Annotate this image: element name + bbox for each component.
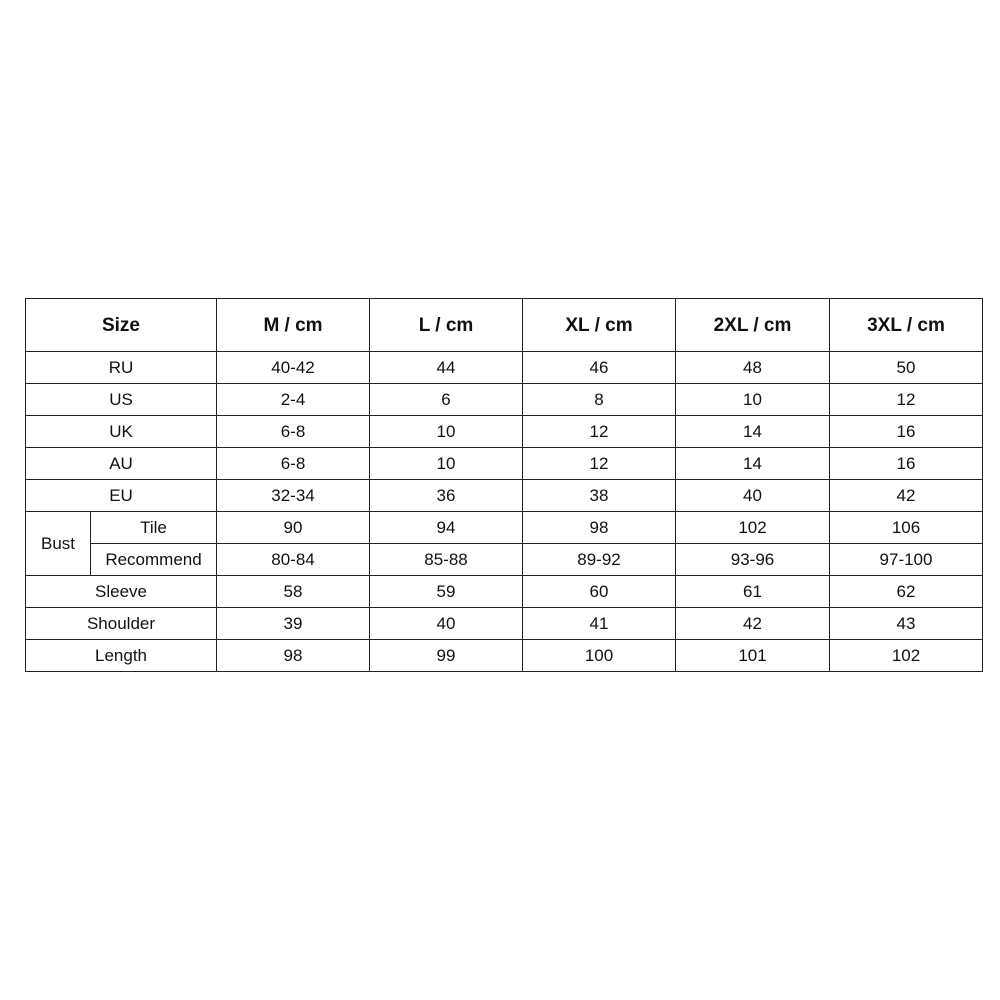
row-label: AU xyxy=(26,448,217,480)
row-us xyxy=(26,384,983,416)
cell: 102 xyxy=(830,640,983,672)
cell: 32-34 xyxy=(217,480,370,512)
row-label: EU xyxy=(26,480,217,512)
cell: 10 xyxy=(676,384,830,416)
cell: 8 xyxy=(523,384,676,416)
cell: 100 xyxy=(523,640,676,672)
header-row xyxy=(26,299,983,352)
row-sublabel: Tile xyxy=(91,512,217,544)
cell: 14 xyxy=(676,448,830,480)
cell: 59 xyxy=(370,576,523,608)
cell: 90 xyxy=(217,512,370,544)
cell: 42 xyxy=(830,480,983,512)
row-au xyxy=(26,448,983,480)
bust-label: Bust xyxy=(26,512,91,576)
row-label: Shoulder xyxy=(26,608,217,640)
row-ru xyxy=(26,352,983,384)
header-2xl: 2XL / cm xyxy=(676,299,830,352)
row-label: Length xyxy=(26,640,217,672)
cell: 6-8 xyxy=(217,448,370,480)
cell: 12 xyxy=(523,448,676,480)
cell: 44 xyxy=(370,352,523,384)
row-label: UK xyxy=(26,416,217,448)
cell: 14 xyxy=(676,416,830,448)
cell: 6-8 xyxy=(217,416,370,448)
row-label: US xyxy=(26,384,217,416)
cell: 60 xyxy=(523,576,676,608)
cell: 58 xyxy=(217,576,370,608)
row-uk xyxy=(26,416,983,448)
row-sleeve xyxy=(26,576,983,608)
row-shoulder xyxy=(26,608,983,640)
header-3xl: 3XL / cm xyxy=(830,299,983,352)
cell: 43 xyxy=(830,608,983,640)
cell: 16 xyxy=(830,448,983,480)
cell: 12 xyxy=(830,384,983,416)
cell: 10 xyxy=(370,416,523,448)
cell: 41 xyxy=(523,608,676,640)
cell: 6 xyxy=(370,384,523,416)
cell: 10 xyxy=(370,448,523,480)
row-eu xyxy=(26,480,983,512)
header-m: M / cm xyxy=(217,299,370,352)
cell: 40 xyxy=(370,608,523,640)
header-size: Size xyxy=(26,299,217,352)
cell: 50 xyxy=(830,352,983,384)
row-bust-recommend xyxy=(26,544,983,576)
cell: 42 xyxy=(676,608,830,640)
cell: 85-88 xyxy=(370,544,523,576)
cell: 97-100 xyxy=(830,544,983,576)
row-label: RU xyxy=(26,352,217,384)
header-l: L / cm xyxy=(370,299,523,352)
cell: 89-92 xyxy=(523,544,676,576)
cell: 40 xyxy=(676,480,830,512)
cell: 16 xyxy=(830,416,983,448)
cell: 93-96 xyxy=(676,544,830,576)
cell: 98 xyxy=(217,640,370,672)
header-xl: XL / cm xyxy=(523,299,676,352)
cell: 12 xyxy=(523,416,676,448)
cell: 98 xyxy=(523,512,676,544)
cell: 62 xyxy=(830,576,983,608)
cell: 36 xyxy=(370,480,523,512)
row-sublabel: Recommend xyxy=(91,544,217,576)
size-chart-table xyxy=(25,298,983,672)
cell: 106 xyxy=(830,512,983,544)
cell: 48 xyxy=(676,352,830,384)
cell: 46 xyxy=(523,352,676,384)
cell: 39 xyxy=(217,608,370,640)
cell: 99 xyxy=(370,640,523,672)
cell: 102 xyxy=(676,512,830,544)
row-label: Sleeve xyxy=(26,576,217,608)
row-length xyxy=(26,640,983,672)
cell: 80-84 xyxy=(217,544,370,576)
cell: 101 xyxy=(676,640,830,672)
cell: 61 xyxy=(676,576,830,608)
cell: 2-4 xyxy=(217,384,370,416)
row-bust-tile xyxy=(26,512,983,544)
cell: 38 xyxy=(523,480,676,512)
cell: 94 xyxy=(370,512,523,544)
cell: 40-42 xyxy=(217,352,370,384)
